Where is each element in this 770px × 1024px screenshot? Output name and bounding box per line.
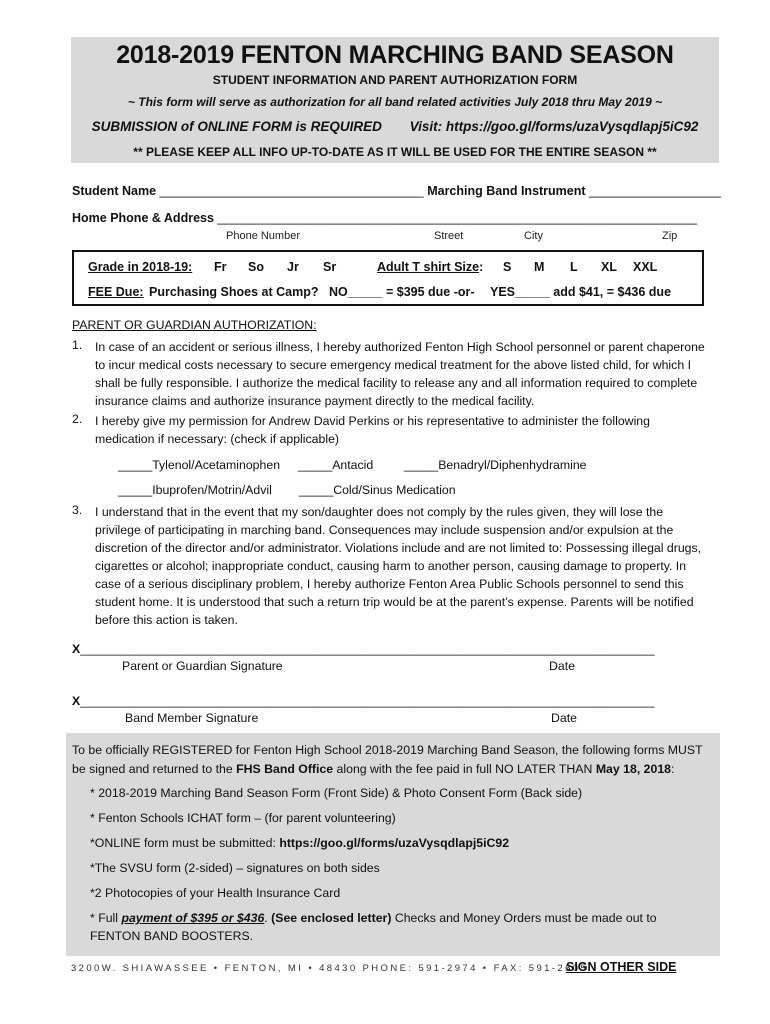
registration-intro-a: To be officially REGISTERED for Fenton High School 2018-2019 Marching Band Season, the following forms MUST: [72, 743, 703, 757]
item-number-1: 1.: [72, 338, 83, 352]
grade-option-fr[interactable]: Fr: [214, 260, 227, 274]
authorization-item-1: In case of an accident or serious illness, I hereby authorized Fenton High School personnel or parent chaperone to incur medical costs necessary to secure emergency medical treatment for the above listed child, for which I shall be fully responsible. I authorize the medical facility to release any and all information required to complete insurance claims and authorize insurance payment directly to the medical facility.: [95, 340, 705, 408]
form-subtitle: STUDENT INFORMATION AND PARENT AUTHORIZATION FORM: [212, 73, 578, 87]
fee-due-label: FEE Due:: [88, 285, 144, 299]
tshirt-size-colon: :: [479, 260, 484, 274]
req-item-3-text: *ONLINE form must be submitted:: [90, 836, 280, 850]
street-caption: Street: [434, 230, 464, 242]
parent-date-label: Date: [549, 659, 575, 673]
authorization-note: ~ This form will serve as authorization for all band related activities July 2018 thru May 2019 ~: [127, 95, 663, 109]
intro-b-end: :: [671, 762, 675, 776]
size-option-xl[interactable]: XL: [601, 260, 617, 274]
intro-b-date: May 18, 2018: [595, 762, 672, 776]
req-item-6-line2: FENTON BAND BOOSTERS.: [90, 929, 254, 943]
req-item-6: [90, 911, 657, 925]
med-benadryl[interactable]: _____Benadryl/Diphenhydramine: [404, 458, 587, 472]
req-item-6-rest: Checks and Money Orders must be made out to: [391, 911, 657, 925]
student-name-field[interactable]: [72, 184, 721, 198]
zip-caption: Zip: [662, 230, 678, 242]
authorization-heading: PARENT OR GUARDIAN AUTHORIZATION:: [72, 318, 317, 332]
size-option-s[interactable]: S: [503, 260, 512, 274]
see-letter-note: (See enclosed letter): [271, 911, 392, 925]
grade-option-sr[interactable]: Sr: [323, 260, 337, 274]
student-name-label: Student Name: [72, 184, 157, 198]
submission-required: SUBMISSION of ONLINE FORM is REQUIRED: [91, 119, 382, 134]
instrument-line[interactable]: ___________________: [589, 184, 722, 198]
intro-b-pre: be signed and returned to the: [72, 762, 237, 776]
member-signature-label: Band Member Signature: [125, 711, 259, 725]
grade-label: Grade in 2018-19:: [88, 260, 193, 274]
sign-other-side-note: SIGN OTHER SIDE: [566, 960, 677, 974]
online-form-link[interactable]: https://goo.gl/forms/uzaVysqdlapj5iC92: [279, 836, 510, 850]
size-option-l[interactable]: L: [570, 260, 578, 274]
item-number-2: 2.: [72, 412, 83, 426]
authorization-item-3: I understand that in the event that my son/daughter does not comply by the rules given, they will lose the privilege of participating in marching band. Consequences may include suspension and/or expulsion at the discretion of the director and/or administrator. Violations include and are not limited to: Possessing illegal drugs, cigarettes or alcohol; inappropriate conduct, causing harm to another person, causing damage to property. In case of a serious disciplinary problem, I hereby authorize Fenton Area Public Schools personnel to send this student home. It is understood that such a return trip would be at the parent’s expense. Parents will be notified before this action is taken.: [95, 505, 702, 627]
req-item-6-pre: * Full: [90, 911, 122, 925]
intro-b-office: FHS Band Office: [236, 762, 334, 776]
req-item-6-dot: .: [264, 911, 272, 925]
form-header: [71, 37, 719, 163]
member-x-mark: X: [72, 694, 81, 708]
tshirt-size-label: [377, 260, 483, 274]
registration-intro-b: [72, 762, 674, 776]
form-url-link[interactable]: Visit: https://goo.gl/forms/uzaVysqdlapj5iC92: [409, 119, 699, 134]
phone-address-line[interactable]: _____________________________________________________________________: [217, 211, 698, 225]
phone-number-caption: Phone Number: [226, 230, 300, 242]
req-item-5: *2 Photocopies of your Health Insurance Card: [90, 886, 341, 900]
parent-signature-line[interactable]: [72, 640, 655, 658]
authorization-item-2: I hereby give my permission for Andrew David Perkins or his representative to administer the following medication if necessary: (check if applicable): [95, 414, 650, 446]
med-tylenol[interactable]: _____Tylenol/Acetaminophen: [118, 458, 281, 472]
instrument-label: Marching Band Instrument: [427, 184, 586, 198]
member-signature-underline[interactable]: ____________________________________________________________________________________: [80, 694, 655, 708]
payment-amount: payment of $395 or $436: [121, 911, 265, 925]
shoes-question: Purchasing Shoes at Camp?: [149, 285, 319, 299]
size-option-xxl[interactable]: XXL: [633, 260, 658, 274]
phone-address-field[interactable]: [72, 211, 697, 225]
page-title: 2018-2019 FENTON MARCHING BAND SEASON: [116, 41, 674, 69]
parent-signature-underline[interactable]: ____________________________________________________________________________________: [80, 642, 655, 656]
fee-option-no[interactable]: NO_____ = $395 due -or-: [329, 285, 475, 299]
size-option-m[interactable]: M: [534, 260, 545, 274]
item-number-3: 3.: [72, 503, 83, 517]
city-caption: City: [524, 230, 543, 242]
phone-address-label: Home Phone & Address: [72, 211, 214, 225]
keep-info-note: ** PLEASE KEEP ALL INFO UP-TO-DATE AS IT WILL BE USED FOR THE ENTIRE SEASON **: [133, 145, 657, 159]
intro-b-mid: along with the fee paid in full NO LATER THAN: [333, 762, 596, 776]
registration-box: [66, 733, 720, 956]
med-cold-sinus[interactable]: _____Cold/Sinus Medication: [299, 483, 456, 497]
parent-x-mark: X: [72, 642, 81, 656]
req-item-1: * 2018-2019 Marching Band Season Form (Front Side) & Photo Consent Form (Back side): [90, 786, 583, 800]
grade-fee-box: [72, 250, 704, 306]
grade-option-jr[interactable]: Jr: [287, 260, 299, 274]
parent-signature-label: Parent or Guardian Signature: [122, 659, 283, 673]
req-item-3: [90, 836, 509, 850]
req-item-4: *The SVSU form (2-sided) – signatures on both sides: [90, 861, 380, 875]
submission-line: [71, 119, 719, 134]
fee-option-yes[interactable]: YES_____ add $41, = $436 due: [490, 285, 672, 299]
med-antacid[interactable]: _____Antacid: [298, 458, 374, 472]
req-item-2: * Fenton Schools ICHAT form – (for parent volunteering): [90, 811, 396, 825]
grade-option-so[interactable]: So: [248, 260, 264, 274]
school-address: 3200W. SHIAWASSEE • FENTON, MI • 48430 PHONE: 591-2974 • FAX: 591-2605: [71, 963, 589, 974]
member-signature-line[interactable]: [72, 692, 655, 710]
student-name-line[interactable]: ______________________________________: [159, 184, 424, 198]
med-ibuprofen[interactable]: _____Ibuprofen/Motrin/Advil: [118, 483, 272, 497]
member-date-label: Date: [551, 711, 577, 725]
tshirt-size-label-text: Adult T shirt Size: [377, 260, 480, 274]
